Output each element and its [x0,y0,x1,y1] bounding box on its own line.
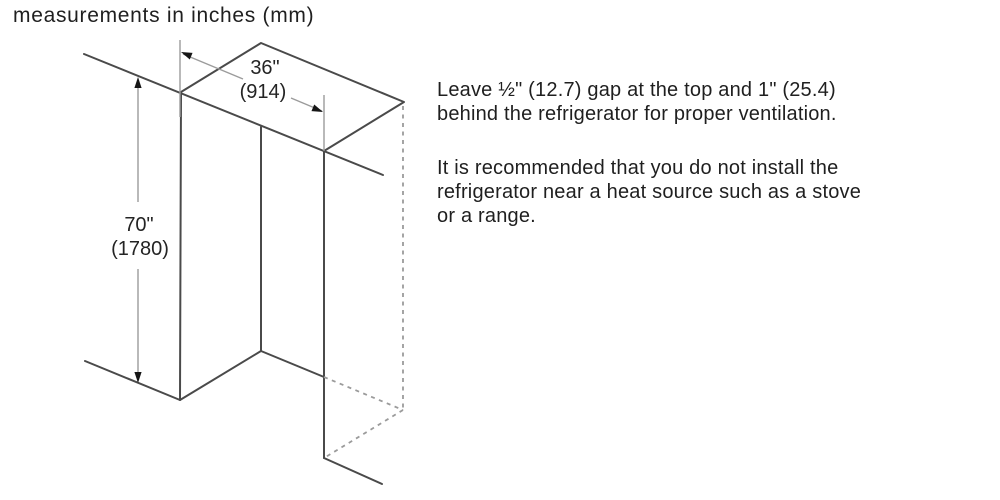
note-line: behind the refrigerator for proper ventilation. [437,103,837,125]
front-left-vertical-edge [180,92,181,400]
height-dimension [111,77,169,383]
note-line: Leave ½" (12.7) gap at the top and 1" (25.4) [437,79,836,101]
heat-source-note [437,156,937,228]
bottom-left-and-back-edge [180,351,324,400]
hidden-edges [324,106,403,458]
measurement-units-caption: measurements in inches (mm) [13,4,315,27]
note-line: or a range. [437,205,536,227]
ventilation-gap-note [437,78,937,126]
height-label-mm: (1780) [111,238,169,260]
height-label-inches: 70" [124,214,154,236]
note-line: It is recommended that you do not install the [437,157,839,179]
floor-line-left [85,361,180,400]
width-dim-line-left-segment [183,54,243,79]
bottom-right-edge-hidden [324,410,403,458]
visible-edges [84,43,404,484]
width-label-inches: 36" [250,57,280,79]
width-arrow-right-icon [311,104,324,115]
width-dimension [180,40,325,151]
back-bottom-edge-hidden [324,377,403,410]
note-line: refrigerator near a heat source such as a stove [437,181,862,203]
top-face-outline [181,43,404,151]
width-label-mm: (914) [239,81,287,103]
floor-line-right [324,458,382,484]
wall-top-line [84,54,383,175]
height-arrow-up-icon [134,77,141,88]
